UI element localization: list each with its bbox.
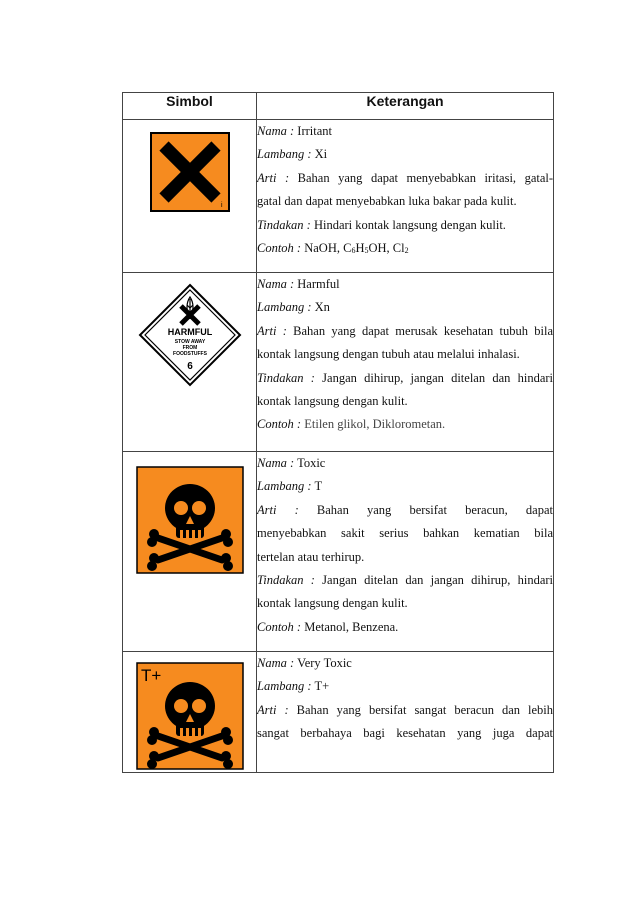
tindakan-text: Jangan dihirup, jangan ditelan dan hindari	[322, 370, 554, 385]
table-row	[123, 120, 554, 273]
table-header-row	[123, 93, 554, 120]
symbol-cell	[123, 273, 257, 452]
description-cell: Nama : Irritant Lambang : Xi Arti : Bahan yang dapat menyebabkan iritasi, gatal- gatal dan dapat menyebabkan luka bakar pada kulit. Tindakan : Hindari kontak langsung dengan kulit. Contoh : NaOH, $C_6H_5OH$, $Cl_2$	[257, 120, 554, 273]
header-keterangan: Keterangan	[257, 93, 554, 120]
symbol-cell	[123, 652, 257, 773]
arti-text: Bahan yang dapat menyebabkan iritasi, gatal-	[297, 170, 554, 185]
nama-value: Very Toxic	[297, 656, 352, 670]
description-cell: Nama : Toxic Lambang : T Arti : Bahan yang bersifat beracun, dapat menyebabkan sakit serius bahkan kematian bila tertelan atau terhirup. Tindakan : Jangan ditelan dan jangan dihirup, hindari kontak langsung dengan kulit. Contoh : Metanol, Benzena.	[257, 452, 554, 652]
svg-text:HARMFUL: HARMFUL	[167, 327, 212, 337]
nama-value: Irritant	[297, 124, 332, 138]
toxic-skull-icon	[136, 466, 244, 574]
lambang-value: T	[314, 479, 323, 494]
lambang-value: Xn	[314, 300, 330, 315]
table-row	[123, 652, 554, 773]
header-simbol: Simbol	[123, 93, 257, 120]
symbol-cell	[123, 120, 257, 273]
arti-text: kontak langsung dengan tubuh atau melalui inhalasi.	[257, 347, 520, 362]
svg-text:FOODSTUFFS: FOODSTUFFS	[172, 351, 207, 357]
description-cell: Nama : Harmful Lambang : Xn Arti : Bahan yang dapat merusak kesehatan tubuh bila kontak langsung dengan tubuh atau melalui inhalasi. Tindakan : Jangan dihirup, jangan ditelan dan hindari kontak langsung dengan kulit. Contoh : Etilen glikol, Diklorometan.	[257, 273, 554, 452]
arti-text: Bahan yang bersifat beracun, dapat	[316, 502, 554, 517]
symbol-cell	[123, 452, 257, 652]
svg-text:6: 6	[186, 361, 193, 372]
description-cell: Nama : Very Toxic Lambang : T+ Arti : Bahan yang bersifat sangat beracun dan lebih sangat berbahaya bagi kesehatan yang juga dapat	[257, 652, 554, 773]
tindakan-text: Hindari kontak langsung dengan kulit.	[313, 217, 506, 232]
arti-text: sangat berbahaya bagi kesehatan yang juga dapat	[257, 726, 553, 741]
tindakan-text: kontak langsung dengan kulit.	[257, 596, 408, 611]
arti-text: tertelan atau terhirup.	[257, 549, 365, 564]
lambang-value: Xi	[314, 147, 328, 162]
contoh-text: Etilen glikol, Diklorometan.	[304, 417, 446, 432]
nama-value: Harmful	[297, 277, 340, 291]
lambang-value: T+	[314, 679, 330, 694]
irritant-x-icon	[150, 132, 230, 212]
svg-text:T+: T+	[140, 666, 161, 685]
tindakan-text: kontak langsung dengan kulit.	[257, 393, 408, 408]
very-toxic-skull-icon	[136, 662, 244, 770]
contoh-text: NaOH, $C_6H_5OH$, $Cl_2$	[304, 240, 409, 255]
nama-value: Toxic	[297, 456, 326, 470]
svg-text:i: i	[220, 202, 223, 209]
arti-text: Bahan yang dapat merusak kesehatan tubuh bila	[293, 323, 553, 338]
svg-text:FROM: FROM	[182, 345, 197, 351]
contoh-text: Metanol, Benzena.	[304, 619, 399, 634]
arti-text: menyebabkan sakit serius bahkan kematian bila	[257, 526, 553, 541]
harmful-diamond-icon	[138, 283, 242, 387]
arti-text: Bahan yang bersifat sangat beracun dan lebih	[296, 702, 554, 717]
tindakan-text: Jangan ditelan dan jangan dihirup, hindari	[322, 572, 554, 587]
table-row	[123, 452, 554, 652]
arti-text: gatal dan dapat menyebabkan luka bakar pada kulit.	[257, 194, 517, 209]
table-row	[123, 273, 554, 452]
svg-text:STOW AWAY: STOW AWAY	[174, 339, 205, 345]
hazard-symbol-table	[122, 92, 554, 773]
